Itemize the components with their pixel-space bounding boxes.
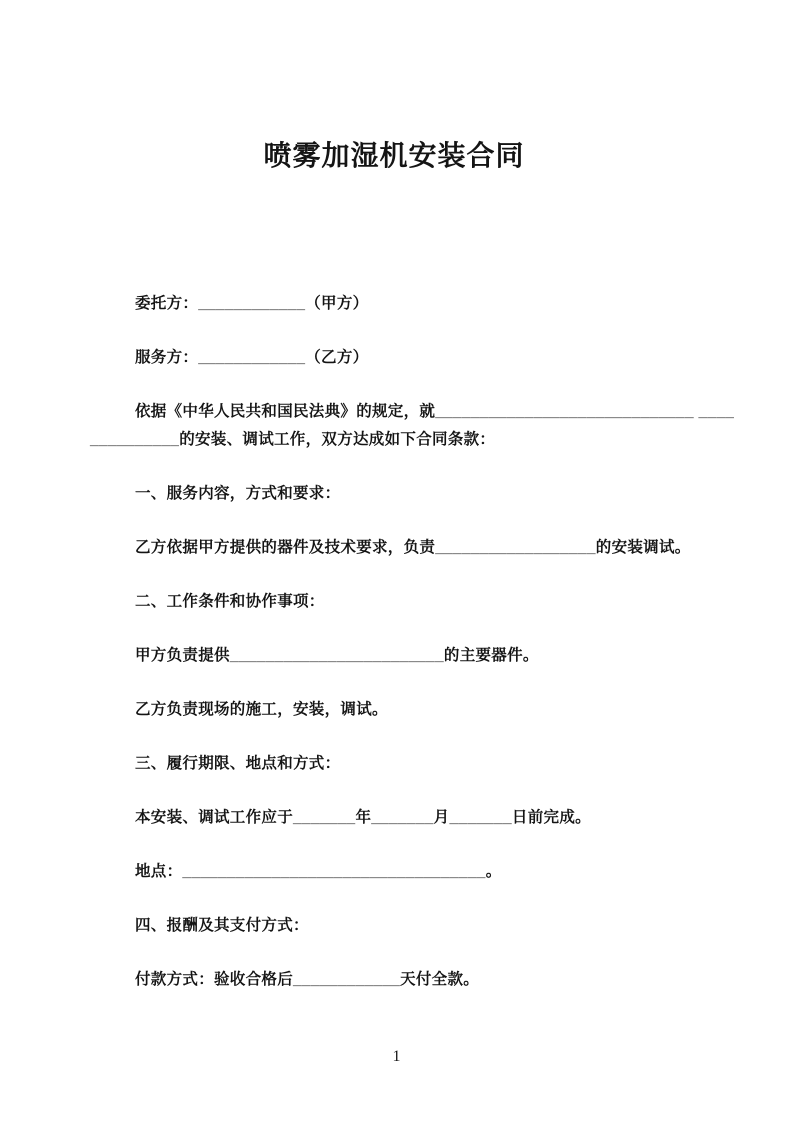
line-party-a: 委托方：____________（甲方） bbox=[135, 295, 369, 312]
line-section3-location: 地点：__________________________________。 bbox=[135, 863, 502, 880]
line-section2-title: 二、工作条件和协作事项： bbox=[135, 593, 325, 610]
line-section2-body1: 甲方负责提供________________________的主要器件。 bbox=[135, 647, 539, 664]
line-section1-title: 一、服务内容，方式和要求： bbox=[135, 485, 341, 502]
line-section1-body: 乙方依据甲方提供的器件及技术要求，负责__________________的安装调试。 bbox=[135, 539, 691, 556]
line-section4-payment: 付款方式：验收合格后____________天付全款。 bbox=[135, 971, 480, 988]
line-intro-continuation: __________的安装、调试工作，双方达成如下合同条款： bbox=[90, 431, 496, 448]
line-section3-title: 三、履行期限、地点和方式： bbox=[135, 755, 341, 772]
line-section2-body2: 乙方负责现场的施工，安装，调试。 bbox=[135, 701, 388, 718]
line-section4-title: 四、报酬及其支付方式： bbox=[135, 917, 309, 934]
document-title: 喷雾加湿机安装合同 bbox=[263, 140, 525, 171]
line-section3-time: 本安装、调试工作应于_______年_______月_______日前完成。 bbox=[135, 809, 591, 826]
page-number: 1 bbox=[392, 1048, 401, 1065]
line-party-b: 服务方：____________（乙方） bbox=[135, 349, 369, 366]
line-intro-first: 依据《中华人民共和国民法典》的规定，就_____________________________ ____ bbox=[135, 403, 735, 420]
